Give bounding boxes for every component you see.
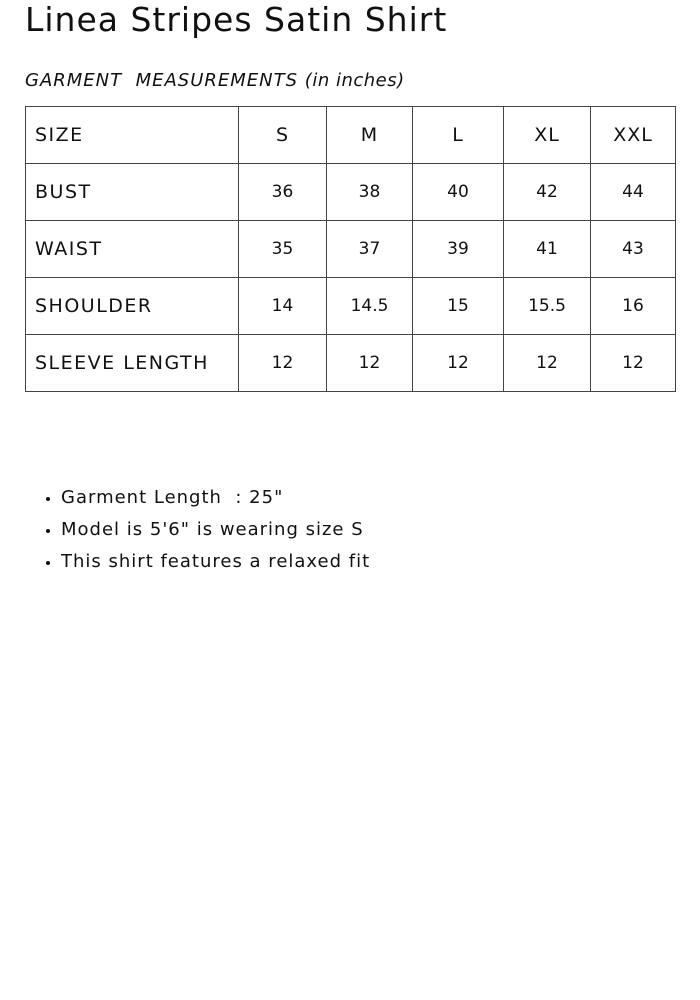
table-cell: 44 [591, 164, 676, 221]
table-row-bust [26, 164, 676, 221]
size-header-xl: XL [504, 107, 591, 164]
measurements-heading-unit: (in inches) [304, 70, 405, 91]
table-cell: 12 [591, 335, 676, 392]
table-cell: 12 [504, 335, 591, 392]
size-header-m: M [327, 107, 413, 164]
table-cell: 41 [504, 221, 591, 278]
table-cell: 12 [239, 335, 327, 392]
table-cell: 12 [327, 335, 413, 392]
row-label-bust: BUST [26, 164, 239, 221]
table-cell: 40 [413, 164, 504, 221]
table-cell: 42 [504, 164, 591, 221]
row-label-shoulder: SHOULDER [26, 278, 239, 335]
table-header-label: SIZE [26, 107, 239, 164]
table-cell: 38 [327, 164, 413, 221]
garment-notes-list [0, 482, 370, 578]
row-label-sleeve-length: SLEEVE LENGTH [26, 335, 239, 392]
table-header-row [26, 107, 676, 164]
note-garment-length: • Garment Length : 25" [61, 482, 370, 514]
table-cell: 14 [239, 278, 327, 335]
table-row-sleeve-length [26, 335, 676, 392]
table-cell: 15 [413, 278, 504, 335]
product-title: Linea Stripes Satin Shirt [25, 0, 448, 39]
table-row-shoulder [26, 278, 676, 335]
size-header-xxl: XXL [591, 107, 676, 164]
table-cell: 12 [413, 335, 504, 392]
table-cell: 37 [327, 221, 413, 278]
size-chart-table [25, 106, 676, 392]
table-cell: 14.5 [327, 278, 413, 335]
table-cell: 35 [239, 221, 327, 278]
size-header-l: L [413, 107, 504, 164]
row-label-waist: WAIST [26, 221, 239, 278]
note-model-size: • Model is 5'6" is wearing size S [61, 514, 370, 546]
table-cell: 43 [591, 221, 676, 278]
table-row-waist [26, 221, 676, 278]
note-fit: • This shirt features a relaxed fit [61, 546, 370, 578]
measurements-heading [25, 68, 405, 94]
table-cell: 15.5 [504, 278, 591, 335]
table-cell: 36 [239, 164, 327, 221]
table-cell: 16 [591, 278, 676, 335]
measurements-heading-main: GARMENT MEASUREMENTS [25, 70, 299, 91]
size-header-s: S [239, 107, 327, 164]
table-cell: 39 [413, 221, 504, 278]
